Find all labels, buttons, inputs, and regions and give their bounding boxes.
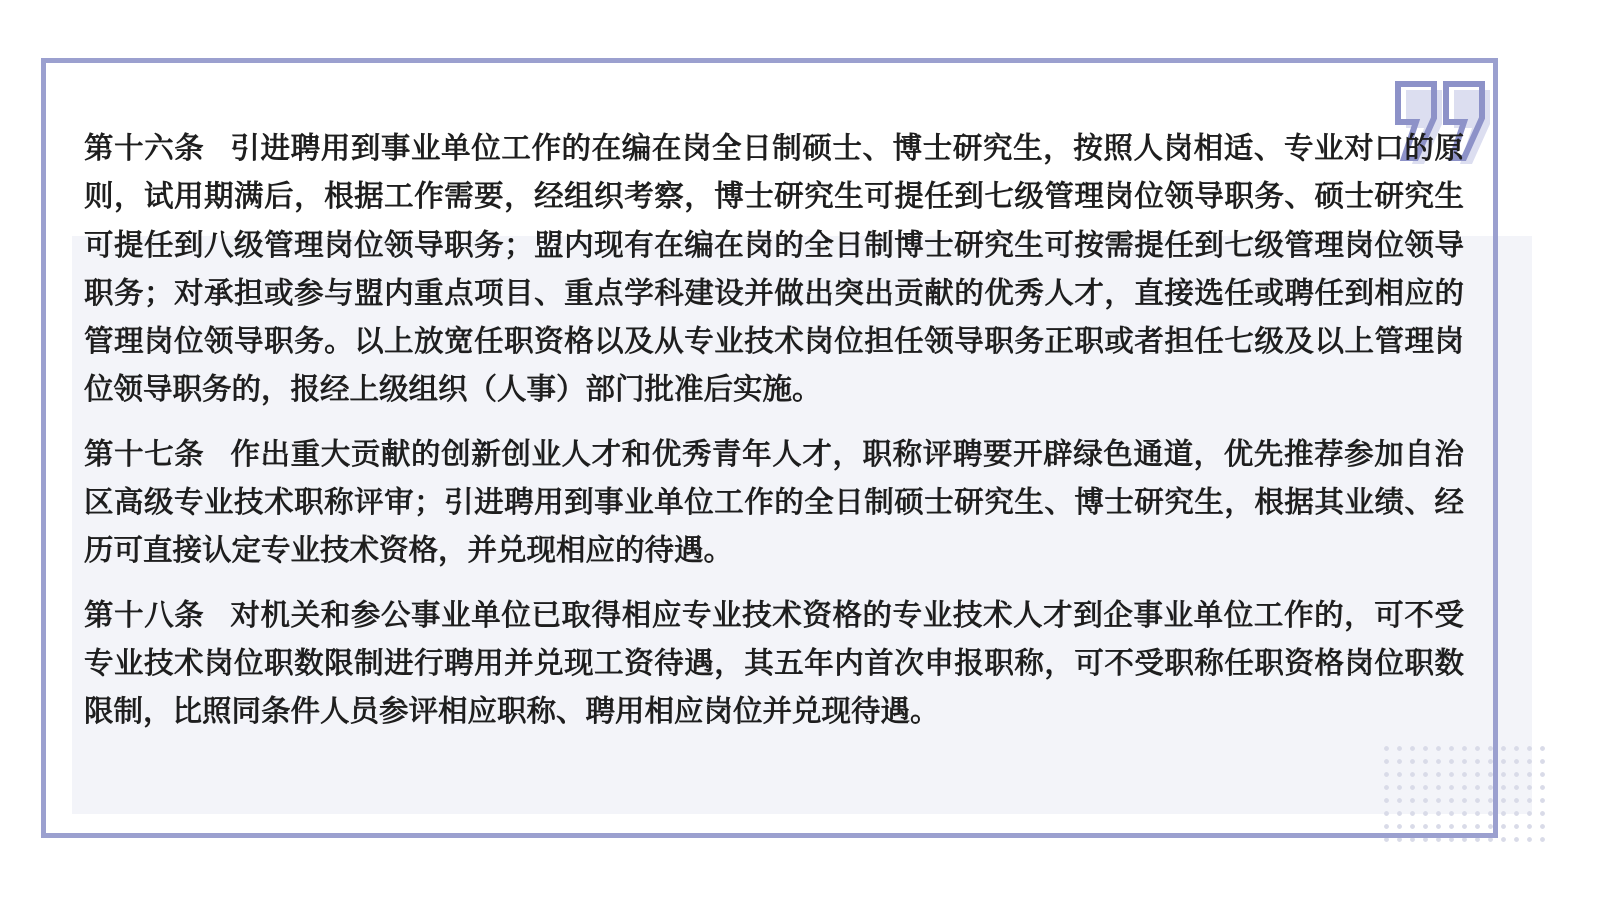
article-text: 对机关和参公事业单位已取得相应专业技术资格的专业技术人才到企事业单位工作的，可不受专业技术岗位职数限制进行聘用并兑现工资待遇，其五年内首次申报职称，可不受职称任职资格岗位职数限制，比照同条件人员参评相应职称、聘用相应岗位并兑现待遇。 bbox=[84, 597, 1464, 729]
article-number: 第十六条 bbox=[84, 131, 205, 165]
article-text: 作出重大贡献的创新创业人才和优秀青年人才，职称评聘要开辟绿色通道，优先推荐参加自治区高级专业技术职称评审；引进聘用到事业单位工作的全日制硕士研究生、博士研究生，根据其业绩、经历可直接认定专业技术资格，并兑现相应的待遇。 bbox=[84, 436, 1464, 568]
article-text: 引进聘用到事业单位工作的在编在岗全日制硕士、博士研究生，按照人岗相适、专业对口的原则，试用期满后，根据工作需要，经组织考察，博士研究生可提任到七级管理岗位领导职务、硕士研究生可提任到八级管理岗位领导职务；盟内现有在编在岗的全日制博士研究生可按需提任到七级管理岗位领导职务；对承担或参与盟内重点项目、重点学科建设并做出突出贡献的优秀人才，直接选任或聘任到相应的管理岗位领导职务。以上放宽任职资格以及从专业技术岗位担任领导职务正职或者担任七级及以上管理岗位领导职务的，报经上级组织（人事）部门批准后实施。 bbox=[84, 131, 1464, 407]
article-16 bbox=[84, 124, 1464, 414]
article-number: 第十八条 bbox=[84, 597, 205, 632]
article-18 bbox=[84, 591, 1464, 736]
article-17 bbox=[84, 430, 1464, 575]
dot-pattern-decoration bbox=[1380, 742, 1550, 842]
article-number: 第十七条 bbox=[84, 436, 205, 471]
document-body bbox=[84, 124, 1464, 752]
